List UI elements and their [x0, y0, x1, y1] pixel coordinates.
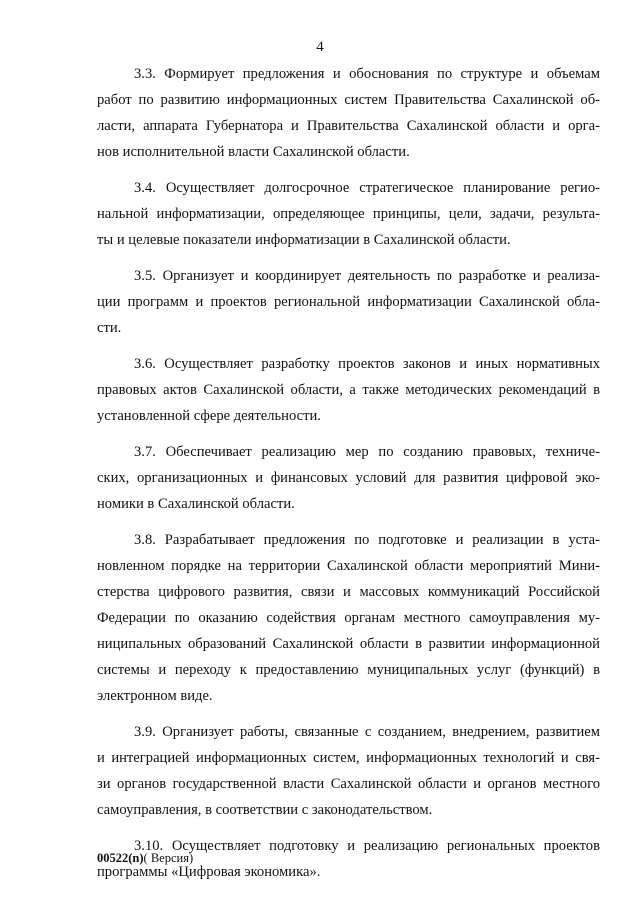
- text-line: нальной информатизации, определяющее принципы, цели, задачи, результа-: [97, 206, 600, 222]
- text-line: электронном виде.: [97, 688, 213, 704]
- text-line: новленном порядке на территории Сахалинской области мероприятий Мини-: [97, 558, 600, 574]
- text-line: программы «Цифровая экономика».: [97, 864, 321, 880]
- text-line: номики в Сахалинской области.: [97, 496, 295, 512]
- text-line: и интеграцией информационных систем, информационных технологий и свя-: [97, 750, 600, 766]
- text-line: 3.7. Обеспечивает реализацию мер по созданию правовых, техниче-: [134, 444, 600, 460]
- text-line: системы и переходу к предоставлению муниципальных услуг (функций) в: [97, 662, 600, 678]
- text-line: нов исполнительной власти Сахалинской области.: [97, 144, 410, 160]
- document-body: [97, 61, 600, 895]
- page-number: 4: [316, 39, 324, 55]
- document-footer: [97, 850, 193, 866]
- document-code: 00522(n): [97, 851, 144, 865]
- paragraph-3-7: [97, 439, 600, 517]
- paragraph-3-5: [97, 263, 600, 341]
- text-line: зи органов государственной власти Сахалинской области и органов местного: [97, 776, 600, 792]
- text-line: работ по развитию информационных систем Правительства Сахалинской об-: [97, 92, 600, 108]
- text-line: стерства цифрового развития, связи и массовых коммуникаций Российской: [97, 584, 600, 600]
- text-line: 3.4. Осуществляет долгосрочное стратегическое планирование регио-: [134, 180, 600, 196]
- text-line: ских, организационных и финансовых условий для развития цифровой эко-: [97, 470, 600, 486]
- text-line: 3.3. Формирует предложения и обоснования по структуре и объемам: [134, 66, 600, 82]
- paragraph-3-9: [97, 719, 600, 823]
- text-line: 3.6. Осуществляет разработку проектов законов и иных нормативных: [134, 356, 600, 372]
- text-line: ты и целевые показатели информатизации в Сахалинской области.: [97, 232, 511, 248]
- text-line: Федерации по оказанию содействия органам местного самоуправления му-: [97, 610, 600, 626]
- paragraph-3-8: [97, 527, 600, 709]
- text-line: установленной сфере деятельности.: [97, 408, 321, 424]
- text-line: 3.8. Разрабатывает предложения по подготовке и реализации в уста-: [134, 532, 600, 548]
- paragraph-3-6: [97, 351, 600, 429]
- text-line: 3.10. Осуществляет подготовку и реализацию региональных проектов: [134, 838, 600, 854]
- paragraph-3-4: [97, 175, 600, 253]
- text-line: ниципальных образований Сахалинской области в развитии информационной: [97, 636, 600, 652]
- text-line: ласти, аппарата Губернатора и Правительства Сахалинской области и орга-: [97, 118, 600, 134]
- text-line: 3.9. Организует работы, связанные с созданием, внедрением, развитием: [134, 724, 600, 740]
- text-line: самоуправления, в соответствии с законодательством.: [97, 802, 433, 818]
- document-version: ( Версия): [143, 851, 194, 865]
- paragraph-3-3: [97, 61, 600, 165]
- text-line: сти.: [97, 320, 122, 336]
- text-line: 3.5. Организует и координирует деятельность по разработке и реализа-: [134, 268, 600, 284]
- text-line: ции программ и проектов региональной информатизации Сахалинской обла-: [97, 294, 600, 310]
- text-line: правовых актов Сахалинской области, а также методических рекомендаций в: [97, 382, 600, 398]
